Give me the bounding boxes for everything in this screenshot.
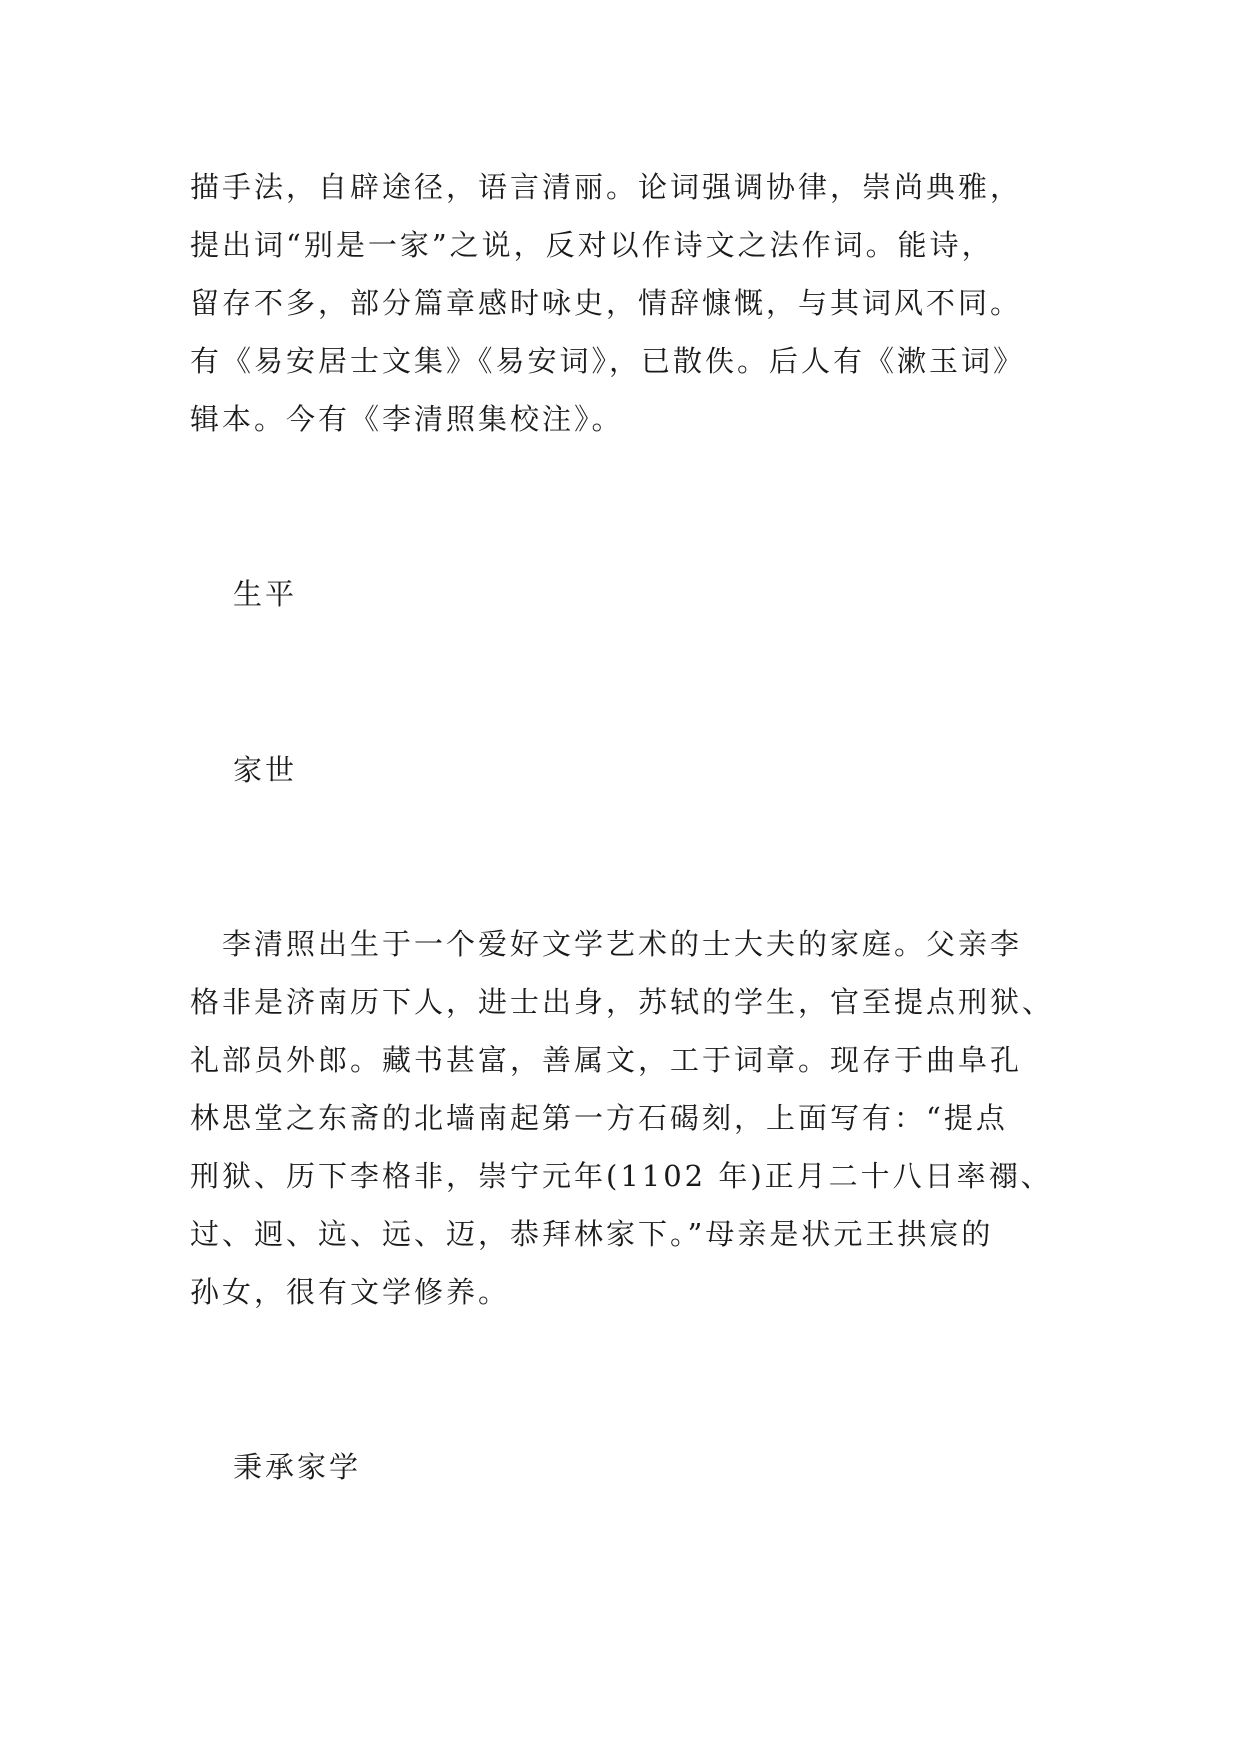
section-heading-bingcheng: 秉承家学 (233, 1450, 362, 1484)
family-line: 过、迥、迒、远、迈，恭拜林家下。”母亲是状元王拱宸的 (190, 1217, 994, 1251)
family-line: 格非是济南历下人，进士出身，苏轼的学生，官至提点刑狱、 (190, 985, 1055, 1019)
section-heading-shengping: 生平 (233, 577, 298, 611)
section-heading-jiashi: 家世 (233, 753, 298, 787)
intro-paragraph (190, 158, 1070, 448)
intro-line: 留存不多，部分篇章感时咏史，情辞慷慨，与其词风不同。 (190, 286, 1023, 320)
intro-line: 有《易安居士文集》《易安词》，已散佚。后人有《漱玉词》 (190, 344, 1026, 378)
family-line: 礼部员外郎。藏书甚富，善属文，工于词章。现存于曲阜孔 (190, 1043, 1023, 1077)
intro-line: 提出词“别是一家”之说，反对以作诗文之法作词。能诗， (190, 228, 994, 262)
family-line: 林思堂之东斋的北墙南起第一方石碣刻，上面写有：“提点 (190, 1101, 1008, 1135)
family-line: 孙女，很有文学修养。 (190, 1275, 511, 1309)
family-paragraph (190, 915, 1070, 1321)
intro-line: 辑本。今有《李清照集校注》。 (190, 402, 624, 436)
family-line: 李清照出生于一个爱好文学艺术的士大夫的家庭。父亲李 (190, 927, 1023, 961)
family-line: 刑狱、历下李格非，崇宁元年(1102 年)正月二十八日率禤、 (190, 1159, 1053, 1193)
intro-line: 描手法，自辟途径，语言清丽。论词强调协律，崇尚典雅， (190, 170, 1023, 204)
